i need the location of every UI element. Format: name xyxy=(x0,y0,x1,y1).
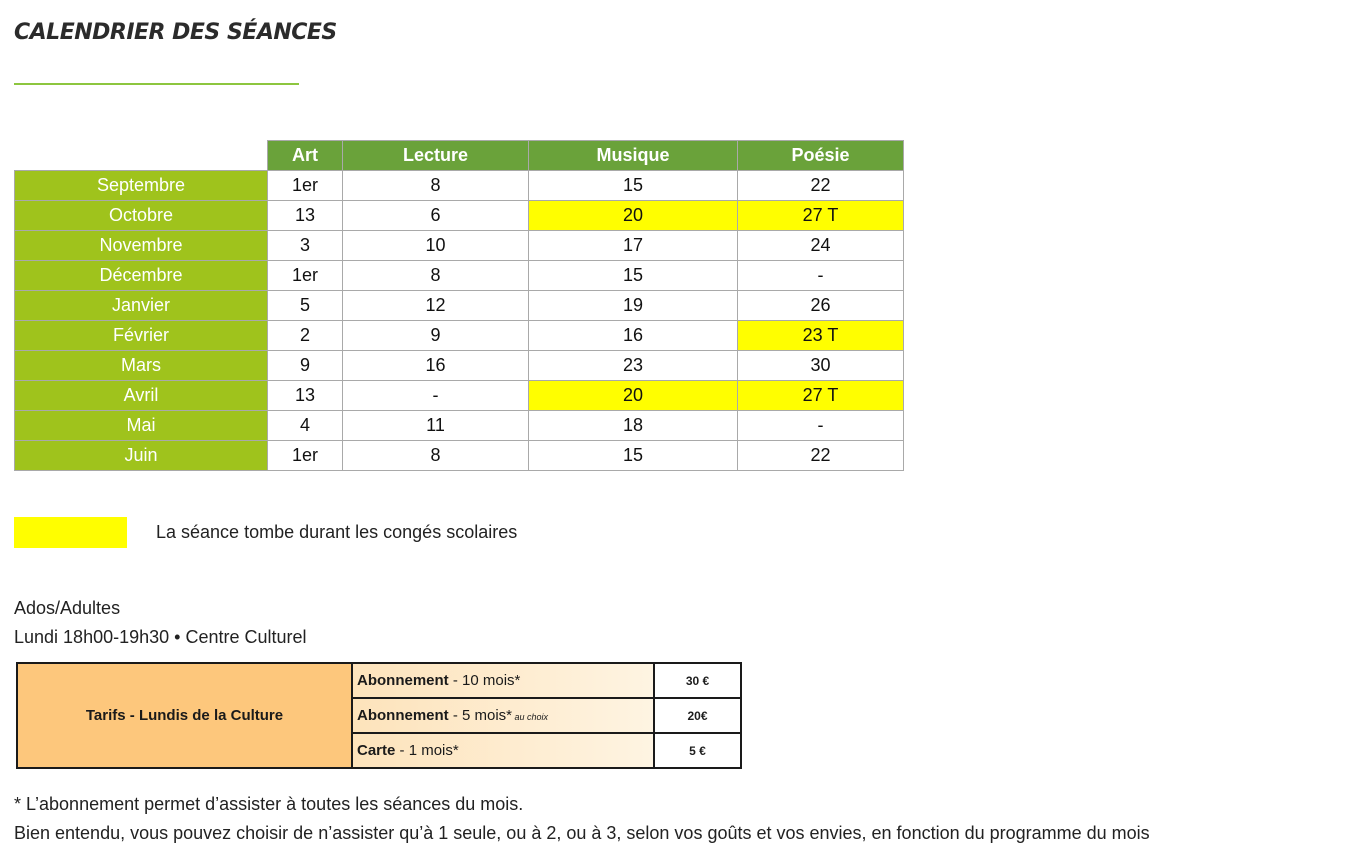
footnote-subscription: * L’abonnement permet d’assister à toutes les séances du mois. xyxy=(14,794,524,814)
column-header-musique: Musique xyxy=(529,141,738,171)
table-row xyxy=(15,321,904,351)
session-cell-musique: 20 xyxy=(529,201,738,231)
pricing-option-name: Abonnement xyxy=(357,672,449,689)
schedule-table xyxy=(14,140,904,471)
session-cell-lecture: 6 xyxy=(343,201,529,231)
session-cell-poesie: 30 xyxy=(738,351,904,381)
month-cell: Janvier xyxy=(15,291,268,321)
pricing-title: Tarifs - Lundis de la Culture xyxy=(17,663,352,768)
session-cell-lecture: 8 xyxy=(343,171,529,201)
page-title: CALENDRIER DES SÉANCES xyxy=(14,20,337,45)
session-cell-musique: 23 xyxy=(529,351,738,381)
title-divider xyxy=(14,83,299,85)
pricing-price: 30 € xyxy=(654,663,741,698)
session-cell-lecture: 10 xyxy=(343,231,529,261)
month-cell: Février xyxy=(15,321,268,351)
table-row xyxy=(15,351,904,381)
column-header-lecture: Lecture xyxy=(343,141,529,171)
session-cell-poesie: 26 xyxy=(738,291,904,321)
table-row xyxy=(15,381,904,411)
table-row xyxy=(15,171,904,201)
session-cell-art: 1er xyxy=(268,171,343,201)
table-row xyxy=(15,201,904,231)
footnote-attendance: Bien entendu, vous pouvez choisir de n’assister qu’à 1 seule, ou à 2, ou à 3, selon vos goûts et vos envies, en fonction du programme du mois xyxy=(14,823,1150,843)
session-cell-poesie: 27 T xyxy=(738,381,904,411)
session-cell-lecture: 8 xyxy=(343,261,529,291)
session-cell-lecture: 8 xyxy=(343,441,529,471)
pricing-table-wrapper xyxy=(16,662,742,769)
holiday-legend-swatch xyxy=(14,517,127,548)
pricing-option-name: Carte xyxy=(357,742,396,759)
table-row xyxy=(15,441,904,471)
session-cell-musique: 15 xyxy=(529,171,738,201)
session-cell-lecture: 12 xyxy=(343,291,529,321)
session-cell-musique: 16 xyxy=(529,321,738,351)
pricing-option-detail: - 1 mois* xyxy=(395,742,459,759)
session-cell-musique: 15 xyxy=(529,261,738,291)
session-cell-poesie: - xyxy=(738,411,904,441)
month-cell: Décembre xyxy=(15,261,268,291)
session-cell-art: 9 xyxy=(268,351,343,381)
pricing-table xyxy=(16,662,742,769)
pricing-option-detail: - 10 mois* xyxy=(448,672,521,689)
session-cell-lecture: 9 xyxy=(343,321,529,351)
column-header-poesie: Poésie xyxy=(738,141,904,171)
pricing-option xyxy=(352,733,654,768)
schedule-header-row xyxy=(15,141,904,171)
pricing-option-detail: - 5 mois* xyxy=(448,707,513,724)
pricing-option-name: Abonnement xyxy=(357,707,449,724)
pricing-option xyxy=(352,698,654,733)
session-cell-musique: 15 xyxy=(529,441,738,471)
month-cell: Novembre xyxy=(15,231,268,261)
table-row xyxy=(15,261,904,291)
session-cell-art: 5 xyxy=(268,291,343,321)
holiday-legend-text: La séance tombe durant les congés scolaires xyxy=(156,522,518,542)
month-cell: Septembre xyxy=(15,171,268,201)
pricing-price: 5 € xyxy=(654,733,741,768)
session-cell-poesie: 23 T xyxy=(738,321,904,351)
session-cell-poesie: 22 xyxy=(738,441,904,471)
month-cell: Avril xyxy=(15,381,268,411)
audience-group: Ados/Adultes xyxy=(14,598,121,618)
session-cell-art: 1er xyxy=(268,441,343,471)
session-cell-poesie: 22 xyxy=(738,171,904,201)
session-cell-art: 13 xyxy=(268,201,343,231)
session-cell-poesie: 27 T xyxy=(738,201,904,231)
table-row xyxy=(15,411,904,441)
session-cell-art: 4 xyxy=(268,411,343,441)
pricing-price: 20€ xyxy=(654,698,741,733)
audience-info xyxy=(14,594,307,652)
session-cell-poesie: 24 xyxy=(738,231,904,261)
pricing-row xyxy=(17,663,741,698)
column-header-art: Art xyxy=(268,141,343,171)
session-cell-musique: 19 xyxy=(529,291,738,321)
session-cell-poesie: - xyxy=(738,261,904,291)
session-schedule: Lundi 18h00-19h30 • Centre Culturel xyxy=(14,627,307,647)
session-cell-art: 1er xyxy=(268,261,343,291)
session-cell-lecture: 16 xyxy=(343,351,529,381)
table-row xyxy=(15,291,904,321)
session-cell-musique: 18 xyxy=(529,411,738,441)
session-cell-art: 2 xyxy=(268,321,343,351)
session-cell-musique: 20 xyxy=(529,381,738,411)
session-cell-musique: 17 xyxy=(529,231,738,261)
month-cell: Octobre xyxy=(15,201,268,231)
session-cell-art: 13 xyxy=(268,381,343,411)
session-cell-lecture: 11 xyxy=(343,411,529,441)
table-row xyxy=(15,231,904,261)
session-cell-lecture: - xyxy=(343,381,529,411)
footnotes xyxy=(14,790,1150,848)
pricing-option-note: au choix xyxy=(512,712,549,722)
table-corner xyxy=(15,141,268,171)
month-cell: Mai xyxy=(15,411,268,441)
month-cell: Mars xyxy=(15,351,268,381)
session-cell-art: 3 xyxy=(268,231,343,261)
month-cell: Juin xyxy=(15,441,268,471)
pricing-option xyxy=(352,663,654,698)
